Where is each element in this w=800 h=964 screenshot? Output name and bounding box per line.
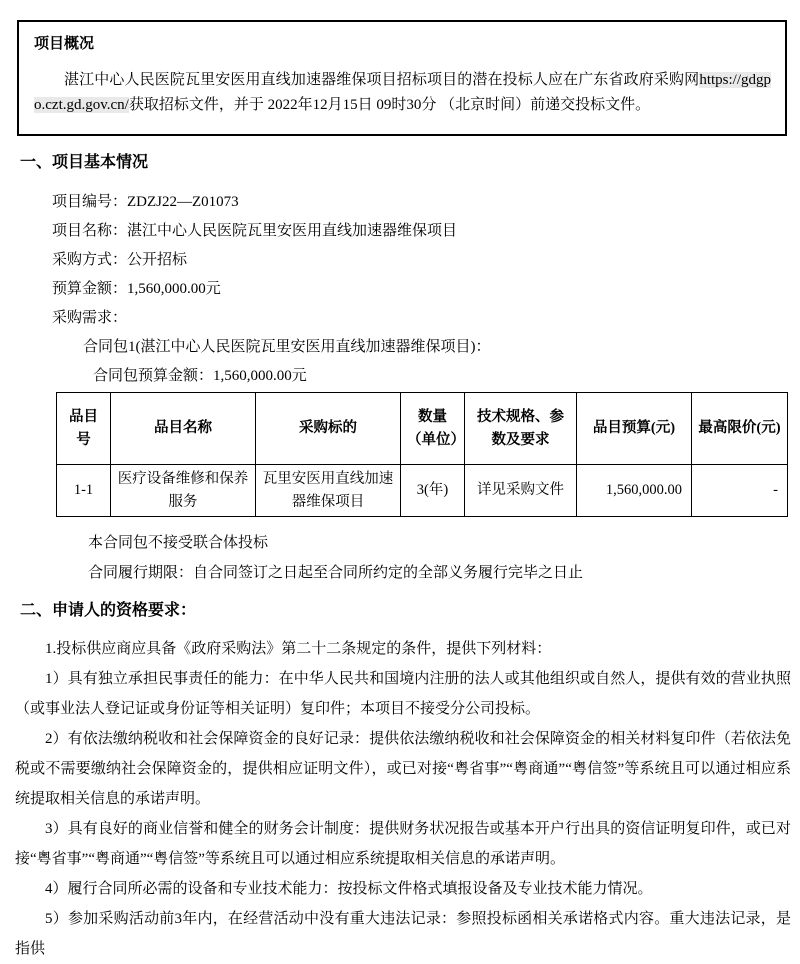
qualification-paragraph-intro: 1.投标供应商应具备《政府采购法》第二十二条规定的条件，提供下列材料： (45, 641, 552, 657)
section-heading-qualification: 二、申请人的资格要求： (20, 602, 197, 619)
cell-price-limit: - (692, 465, 788, 517)
col-header-procurement-subject: 采购标的 (256, 393, 401, 465)
procurement-items-table (56, 392, 788, 517)
contract-package-budget-line: 合同包预算金额：1,560,000.00元 (93, 368, 307, 384)
overview-title: 项目概况 (34, 35, 95, 52)
project-name-label: 项目名称： (52, 223, 128, 239)
table-header-row (57, 393, 788, 465)
col-header-specs-requirements: 技术规格、参数及要求 (465, 393, 577, 465)
info-line-budget-amount (52, 275, 800, 304)
budget-amount-label: 预算金额： (52, 281, 128, 297)
info-line-project-number (52, 188, 800, 217)
cell-procurement-subject: 瓦里安医用直线加速器维保项目 (256, 465, 401, 517)
contract-notes-block (88, 528, 800, 588)
qualification-paragraph-5: 5）参加采购活动前3年内，在经营活动中没有重大违法记录：参照投标函相关承诺格式内容。重大违法记录，是指供 (15, 911, 791, 957)
procurement-site-url: https://gdgpo.czt.gd.gov.cn/ (34, 72, 771, 113)
procurement-requirements-label: 采购需求： (52, 310, 128, 326)
procurement-method-value: 公开招标 (127, 252, 188, 268)
col-header-item-name: 品目名称 (111, 393, 256, 465)
info-line-project-name (52, 217, 800, 246)
cell-item-no: 1-1 (57, 465, 111, 517)
project-number-value: ZDZJ22—Z01073 (127, 194, 239, 210)
section-heading-basic-info: 一、项目基本情况 (20, 154, 149, 171)
project-number-label: 项目编号： (52, 194, 128, 210)
contract-package-line: 合同包1(湛江中心人民医院瓦里安医用直线加速器维保项目)： (83, 339, 491, 355)
qualification-paragraphs-block (15, 634, 791, 964)
cell-specs-requirements: 详见采购文件 (465, 465, 577, 517)
col-header-price-limit: 最高限价(元) (692, 393, 788, 465)
col-header-item-no: 品目号 (57, 393, 111, 465)
basic-info-block (52, 188, 800, 391)
overview-paragraph (34, 68, 771, 118)
info-line-procurement-method (52, 246, 800, 275)
cell-quantity-unit: 3(年) (401, 465, 465, 517)
col-header-quantity-unit: 数量（单位） (401, 393, 465, 465)
qualification-paragraph-2: 2）有依法缴纳税收和社会保障资金的良好记录：提供依法缴纳税收和社会保障资金的相关材料复印件（若依法免税或不需要缴纳社会保障资金的，提供相应证明文件），或已对接“粤省事”“粤商通”“粤信签”等系统且可以通过相应系统提取相关信息的承诺声明。 (15, 731, 791, 807)
info-line-procurement-requirements (52, 304, 800, 333)
cell-item-name: 医疗设备维修和保养服务 (111, 465, 256, 517)
budget-amount-value: 1,560,000.00元 (127, 281, 221, 297)
col-header-item-budget: 品目预算(元) (577, 393, 692, 465)
project-name-value: 湛江中心人民医院瓦里安医用直线加速器维保项目 (127, 223, 458, 239)
note-contract-period: 合同履行期限：自合同签订之日起至合同所约定的全部义务履行完毕之日止 (88, 565, 584, 581)
qualification-paragraph-3: 3）具有良好的商业信誉和健全的财务会计制度：提供财务状况报告或基本开户行出具的资信证明复印件，或已对接“粤省事”“粤商通”“粤信签”等系统且可以通过相应系统提取相关信息的承诺声明。 (15, 821, 791, 867)
cell-item-budget: 1,560,000.00 (577, 465, 692, 517)
qualification-paragraph-4: 4）履行合同所必需的设备和专业技术能力：按投标文件格式填报设备及专业技术能力情况。 (45, 881, 653, 897)
procurement-method-label: 采购方式： (52, 252, 128, 268)
overview-text-after-url: 获取招标文件，并于 2022年12月15日 09时30分 （北京时间）前递交投标文件。 (128, 97, 651, 113)
note-no-consortium: 本合同包不接受联合体投标 (88, 535, 269, 551)
project-overview-box (17, 20, 787, 136)
table-row (57, 465, 788, 517)
overview-text-before-url: 湛江中心人民医院瓦里安医用直线加速器维保项目招标项目的潜在投标人应在广东省政府采购网 (64, 72, 700, 88)
qualification-paragraph-1: 1）具有独立承担民事责任的能力：在中华人民共和国境内注册的法人或其他组织或自然人，提供有效的营业执照（或事业法人登记证或身份证等相关证明）复印件；本项目不接受分公司投标。 (15, 671, 791, 717)
